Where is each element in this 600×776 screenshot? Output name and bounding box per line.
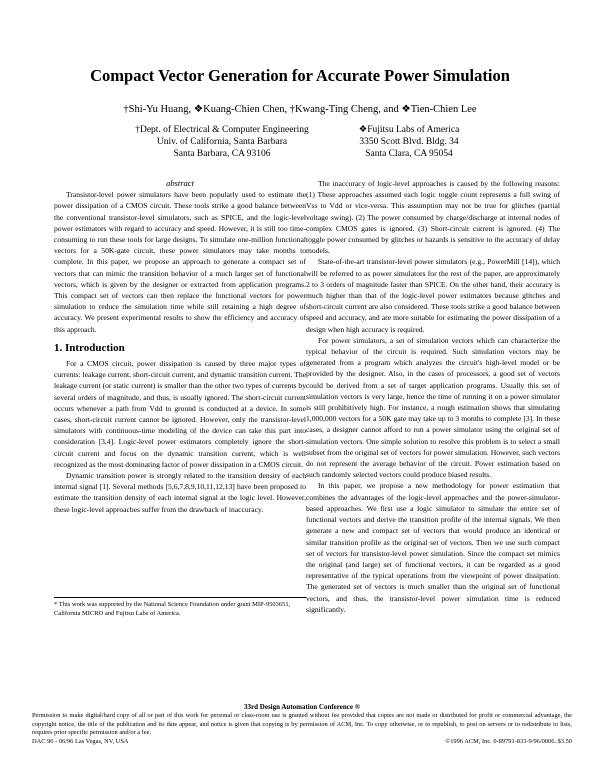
left-column xyxy=(54,178,306,515)
affiliation-line: Santa Clara, CA 95054 xyxy=(365,149,453,159)
copyright-notice: ©1996 ACM, Inc. 0-89791-833-9/96/0006..$3.50 xyxy=(445,737,572,745)
body-paragraph: In this paper, we propose a new methodology for power estimation that combines the advantages of the logic-level approaches and the power-simulator-based approaches. We first use a logic simulator to simulate the entire set of functional vectors and derive the transition profile of the internal signals. We then generate a new and compact set of vectors that would produce an identical or similar transition profile as the original set of vectors. Then we use such compact set of vectors for transistor-level power simulation. Since the compact set mimics the original (and large) set of functional vectors, it can be regarded as a good representative of the typical operations from the viewpoint of power dissipation. The generated set of vectors is much smaller than the original set of functional vectors, and thus, the transistor-level power simulation time is reduced significantly. xyxy=(306,481,560,614)
footer-ids xyxy=(32,738,572,746)
body-paragraph: For power simulators, a set of simulation vectors which can characterize the typical behavior of the circuit is required. Such simulation vectors may be generated from a program which analyzes the circuit's high-level model or be provided by the designer. Also, in the cases of processors, a good set of vectors could be derived from a set of target application programs. Usually this set of simulation vectors is very large, hence the time of running it on a power simulator is still prohibitively high. For instance, a rough estimation shows that simulating 1,000,000 vectors for a 50K gate may take up to 3 months to complete [3]. In these cases, a designer cannot afford to run a power simulator using the original set of simulation vectors. One simple solution to resolve this problem is to select a small subset from the original set of vectors for power simulation. However, such vectors do not represent the average behavior of the circuit. Power estimation based on such randomly selected vectors could produce biased results. xyxy=(306,335,560,480)
paper-title: Compact Vector Generation for Accurate Power Simulation xyxy=(90,66,510,85)
section-heading: 1. Introduction xyxy=(54,341,125,354)
affiliation-ucsb xyxy=(132,124,312,160)
abstract-heading: abstract xyxy=(166,178,194,188)
affiliation-line: 3350 Scott Blvd. Bldg. 34 xyxy=(359,137,459,147)
author-list: †Shi-Yu Huang, ❖Kuang-Chien Chen, †Kwang-Ting Cheng, and ❖Tien-Chien Lee xyxy=(123,104,477,115)
body-paragraph: Dynamic transition power is strongly related to the transition density of each internal signal [1]. Several methods [5,6,7,8,9,10,11,12,13] have been proposed to estimate the transition density of each internal signal at the logic level. However, these logic-level approaches suffer from the drawback of inaccuracy. xyxy=(54,471,306,514)
affiliation-line: ❖Fujitsu Labs of America xyxy=(358,125,460,135)
page-footer xyxy=(32,703,572,746)
affiliation-fujitsu xyxy=(344,124,474,160)
body-paragraph: The inaccuracy of logic-level approaches is caused by the following reasons: (1) These approaches assumed each logic toggle count represents a full swing of Vss to Vdd or vice-versa. This assumption may not be true for glitches (partial voltage swing). (2) The power consumed by charge/discharge at internal nodes of complex CMOS gates is ignored. (3) Short-circuit current is ignored. (4) The toggle power consumed by glitches or hazards is sensitive to the accuracy of delay models. xyxy=(306,179,560,256)
abstract-text: Transistor-level power simulators have been popularly used to estimate the power dissipation of a CMOS circuit. These tools strike a good balance between the conventional transistor-level simulators, such as SPICE, and the logic-level power estimators with regard to accuracy and speed. However, it is still too time-consuming to run these tools for large designs. To simulate one-million functional vectors for a 50K-gate circuit, these power simulators may take months to complete. In this paper, we propose an approach to generate a compact set of vectors that can mimic the transition behavior of a much larger set of functional vectors, which is given by the designer or extracted from application programs. This compact set of vectors can then replace the functional vectors for power simulation to reduce the simulation time while still retaining a high degree of accuracy. We present experimental results to show the efficiency and accuracy of this approach. xyxy=(54,190,306,334)
conference-id: DAC 96 - 06/96 Las Vegas, NV, USA xyxy=(32,737,129,745)
right-column xyxy=(306,178,560,615)
conference-name: 33rd Design Automation Conference ® xyxy=(244,703,360,711)
body-paragraph: State-of-the-art transistor-level power simulators (e.g., PowerMill [14]), which will be referred to as power simulators for the rest of the paper, are approximately 2 to 3 orders of magnitude faster than SPICE. On the other hand, their accuracy is much higher than that of the logic-level power estimators because glitches and short-circuit current are also considered. These tools strike a good balance between speed and accuracy, and are more suitable for estimating the power dissipation of a design when high accuracy is required. xyxy=(306,257,560,334)
affiliation-line: †Dept. of Electrical & Computer Engineering xyxy=(135,125,309,135)
body-paragraph: For a CMOS circuit, power dissipation is caused by three major types of currents: leakage current, short-circuit current, and dynamic transition current. The leakage current (or static current) is smaller than the other two types of currents by several orders of magnitude, and thus, is usually ignored. The short-circuit current occurs whenever a path from Vdd to ground is conducted at a device. In some cases, short-circuit current cannot be ignored. However, only the transistor-level simulators with continuous-time modeling of the device can take this part into consideration [3,4]. Logic-level power estimators completely ignore the short-circuit current and focus on the dynamic transition current, which is well recognized as the most dominating factor of power dissipation in a CMOS circuit. xyxy=(54,359,306,469)
permission-notice: Permission to make digital/hard copy of all or part of this work for personal or class-room use is granted without fee provided that copies are not made or distributed for profit or commercial advantage, the copyright notice, the title of the publication and its date appear, and notice is given that copying is by permission of ACM, Inc. To copy otherwise, or to republish, to post on servers or to redistribute to lists, requires prior specific permission and/or a fee. xyxy=(32,712,572,737)
affiliation-line: Santa Barbara, CA 93106 xyxy=(173,149,271,159)
affiliation-line: Univ. of California, Santa Barbara xyxy=(156,137,288,147)
footnote: * This work was supported by the National Science Foundation under grant MIP-9503651, California MICRO and Fujitsu Labs of America. xyxy=(54,597,306,618)
